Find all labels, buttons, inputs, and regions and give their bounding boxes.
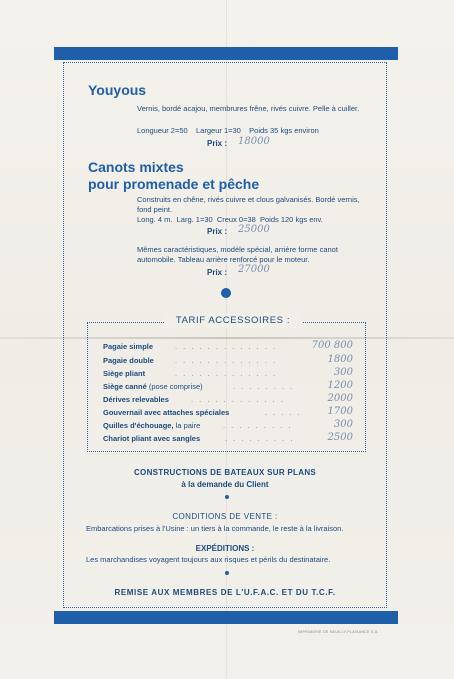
accessory-price-handwritten: 1200: [327, 380, 353, 391]
accessory-price-handwritten: 2000: [327, 393, 353, 404]
youyous-description: Vernis, bordé acajou, membrures frêne, rivés cuivre. Pelle à cuiller.: [137, 104, 360, 113]
conditions-text: Embarcations prises à l'Usine : un tiers à la commande, le reste à la livraison.: [86, 524, 344, 533]
accessory-label: Chariot pliant avec sangles: [103, 434, 201, 443]
printer-credit: IMPRIMERIE DE NEUILLY-PLAISANCE S.A.: [298, 630, 379, 634]
canots-special-prix-label: Prix :: [207, 268, 228, 277]
accessory-row: [103, 421, 353, 434]
accessory-row: [103, 342, 353, 355]
accessory-label: Pagaie double: [103, 356, 154, 365]
youyous-prix-handwritten: 18000: [238, 136, 270, 147]
accessory-label: Dérives relevables: [103, 395, 169, 404]
accessory-price-handwritten: 1700: [327, 406, 353, 417]
canots-title-line1: Canots mixtes: [88, 159, 184, 175]
constructions-line2: à la demande du Client: [181, 480, 269, 489]
accessory-price-handwritten: 2500: [327, 432, 353, 443]
accessory-label: Siège pliant: [103, 369, 146, 378]
accessory-price-handwritten: 300: [333, 367, 353, 378]
leader-dots: . . . . .: [265, 408, 302, 417]
section-bullet: [225, 571, 229, 575]
youyous-title: Youyous: [88, 82, 147, 98]
canots-title-line2: pour promenade et pêche: [88, 176, 260, 192]
section-bullet: [225, 495, 229, 499]
accessory-row: [103, 395, 353, 408]
accessory-row: [103, 369, 353, 382]
accessory-row: [103, 434, 353, 447]
canots-description: Construits en chêne, rivés cuivre et clous galvanisés. Bordé vernis, fond peint.: [137, 195, 360, 214]
accessory-price-handwritten: 300: [333, 419, 353, 430]
accessory-label: Siège canné (pose comprise): [103, 382, 203, 391]
accessory-row: [103, 382, 353, 395]
canots-prix-handwritten: 25000: [238, 224, 270, 235]
accessory-label: Quilles d'échouage, la paire: [103, 421, 201, 430]
accessory-price-handwritten: 700 800: [311, 340, 353, 351]
canots-specs: Long. 4 m. Larg. 1=30 Creux 0=38 Poids 120 kgs env.: [137, 215, 323, 224]
canots-special-prix-handwritten: 27000: [238, 264, 270, 275]
leader-dots: . . . . . . . . .: [223, 421, 293, 430]
accessory-row: [103, 408, 353, 421]
leader-dots: . . . . . . . . .: [225, 434, 295, 443]
section-bullet-large: [221, 288, 231, 298]
youyous-specs: Longueur 2=50 Largeur 1=30 Poids 35 kgs environ: [137, 126, 319, 135]
accessory-price-handwritten: 1800: [327, 354, 353, 365]
canots-special-description: Mêmes caractéristiques, modèle spécial, arrière forme canot automobile. Tableau arrière renforcé pour le moteur.: [137, 245, 338, 264]
tarif-accessoires-title: TARIF ACCESSOIRES :: [164, 314, 302, 328]
leader-dots: . . . . . . . . . . . .: [191, 395, 285, 404]
bottom-blue-band: [54, 611, 398, 624]
accessory-label: Gouvernail avec attaches spéciales: [103, 408, 230, 417]
leader-dots: . . . . . . . . . . . . .: [175, 369, 278, 378]
constructions-line1: CONSTRUCTIONS DE BATEAUX SUR PLANS: [133, 468, 317, 477]
accessory-row: [103, 356, 353, 369]
expeditions-text: Les marchandises voyagent toujours aux risques et périls du destinataire.: [86, 555, 331, 564]
leader-dots: . . . . . . . . . . . . .: [175, 356, 278, 365]
expeditions-title: EXPÉDITIONS :: [195, 544, 255, 553]
top-blue-band: [54, 47, 398, 60]
leader-dots: . . . . . . . . . . . . .: [175, 342, 278, 351]
canots-prix-label: Prix :: [207, 227, 228, 236]
leader-dots: . . . . . . . .: [233, 382, 295, 391]
youyous-prix-label: Prix :: [207, 139, 228, 148]
conditions-title: CONDITIONS DE VENTE :: [172, 512, 278, 521]
accessory-label: Pagaie simple: [103, 342, 154, 351]
remise-line: REMISE AUX MEMBRES DE L'U.F.A.C. ET DU T.C.F.: [114, 588, 336, 597]
